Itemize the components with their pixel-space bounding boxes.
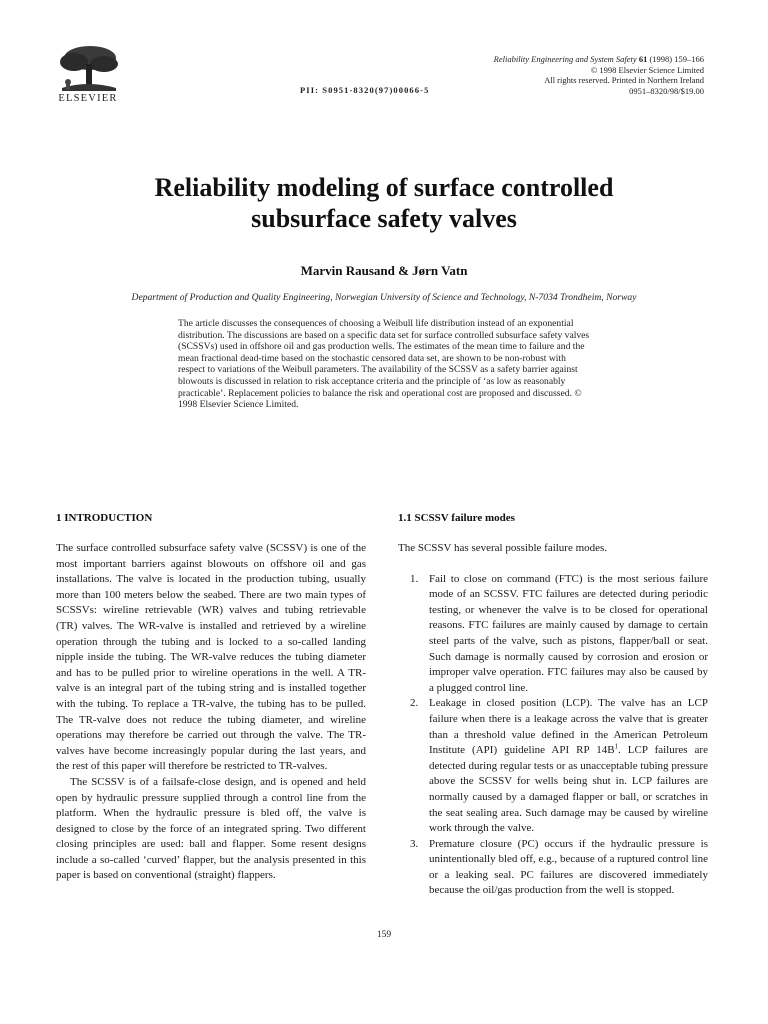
rights-line: All rights reserved. Printed in Northern Ireland — [544, 75, 704, 86]
article-title-line-2: subsurface safety valves — [251, 204, 517, 233]
publisher-logo-label: ELSEVIER — [58, 93, 118, 104]
price-line: 0951–8320/98/$19.00 — [629, 85, 704, 96]
abstract — [178, 318, 590, 411]
list-item-text-before: Leakage in closed position (LCP). The valve has an LCP failure when there is a leakage across the valve that is greater than a threshold value defined in the American Petroleum Institute (API) guideline API RP 14B — [429, 697, 708, 757]
publisher-logo — [52, 44, 124, 104]
journal-info — [494, 54, 704, 96]
section-heading-failure-modes: 1.1 SCSSV failure modes — [398, 512, 515, 524]
pii-code: PII: S0951-8320(97)00066-5 — [300, 85, 430, 95]
left-column — [56, 541, 366, 884]
journal-year-pages: (1998) 159–166 — [649, 54, 704, 64]
list-item — [410, 696, 708, 836]
list-item-text: Premature closure (PC) occurs if the hydraulic pressure is unintentionally bled off, e.g., because of a ruptured control line or a leaking seal. PC failures are discovered immediately because the oil/gas production from the well is stopped. — [429, 837, 708, 897]
list-item — [410, 572, 708, 697]
list-item-text: Fail to close on command (FTC) is the most serious failure mode of an SCSSV. FTC failures are detected during periodic testing, or whenever the valve is to be closed for operational reasons. FTC failures are mainly caused by damage to certain steel parts of the valve, such as pistons, flapper/ball or seat. Such damage is normally caused by corrosion and erosion or improper valve operation. FTC failures may also be caused by a plugged control line. — [429, 572, 708, 694]
article-authors: Marvin Rausand & Jørn Vatn — [300, 263, 468, 278]
footnote-ref: 1 — [614, 742, 619, 751]
section-heading-introduction: 1 INTRODUCTION — [56, 512, 153, 524]
article-title-line-1: Reliability modeling of surface controlled — [154, 173, 614, 202]
abstract-text: The article discusses the consequences of choosing a Weibull life distribution instead of an exponential distribution. The discussions are based on a specific data set for surface controlled subsurface safety valves (SCSSVs) used in offshore oil and gas production wells. The estimates of the mean time to failure and the mean fractional dead-time based on the stochastic censored data set, are shown to be non-robust with respect to variations of the Weibull parameters. The availability of the SCSSV as a safety barrier against blowouts is discussed in relation to risk acceptance criteria and the principle of ‘as low as reasonably practicable’. Replacement policies to balance the risk and operational cost are proposed and discussed. © 1998 Elsevier Science Limited. — [178, 318, 590, 411]
intro-paragraph-2: The SCSSV is of a failsafe-close design, and is opened and held open by hydraulic pressure supplied through a control line from the platform. When the hydraulic pressure is bled off, the valve is designed to close by the force of an integrated spring. Two different closing principles are used: ball and flapper. Some resent designs include a so-called ‘curved’ flapper, but the analysis presented in this paper is based on conventional (straight) flappers. — [56, 775, 366, 882]
elsevier-tree-icon — [52, 44, 124, 92]
journal-citation — [494, 54, 704, 65]
article-title — [0, 172, 768, 234]
list-item-number: 2. — [410, 697, 419, 710]
right-column — [398, 541, 708, 899]
failure-modes-intro: The SCSSV has several possible failure modes. — [398, 542, 608, 554]
journal-volume: 61 — [638, 54, 648, 64]
list-item-number: 3. — [410, 837, 419, 850]
intro-paragraph-1: The surface controlled subsurface safety valve (SCSSV) is one of the most important barriers against blowouts on offshore oil and gas installations. The valve is located in the production tubing, usually more than 100 meters below the seabed. There are two main types of SCSSVs: wireline retrievable (WR) valves and tubing retrievable (TR) valves. The WR-valve is installed and retrieved by a wireline operation through the tubing and is locked to a so-called landing nipple inside the tubing. The WR-valve reduces the tubing diameter and has to be pulled prior to wireline operations in the well. A TR-valve is an integral part of the tubing string and is installed together with the tubing. To replace a TR-valve, the tubing has to be pulled. The TR-valve does not reduce the tubing diameter, and wireline operations may therefore be carried out through the valve. The TR-valves have become increasingly popular during the last years, and the rest of this paper will therefore be restricted to TR-valves. — [56, 542, 366, 773]
page-number: 159 — [376, 930, 392, 940]
list-item — [410, 837, 708, 899]
list-item-text-after: . LCP failures are detected during regular tests or as unacceptable tubing pressure above the SCSSV for wells being shut in. LCP failures are normally caused by a damaged flapper or ball, or scratches in the seat sealing area. Such damage may be caused by wireline work through the valve. — [429, 744, 708, 835]
author-affiliation: Department of Production and Quality Engineering, Norwegian University of Science and Technology, N-7034 Trondheim, Norway — [131, 292, 637, 303]
list-item-number: 1. — [410, 572, 419, 585]
journal-name: Reliability Engineering and System Safety — [493, 54, 637, 64]
failure-modes-list — [410, 572, 708, 899]
copyright-line: © 1998 Elsevier Science Limited — [590, 64, 704, 75]
